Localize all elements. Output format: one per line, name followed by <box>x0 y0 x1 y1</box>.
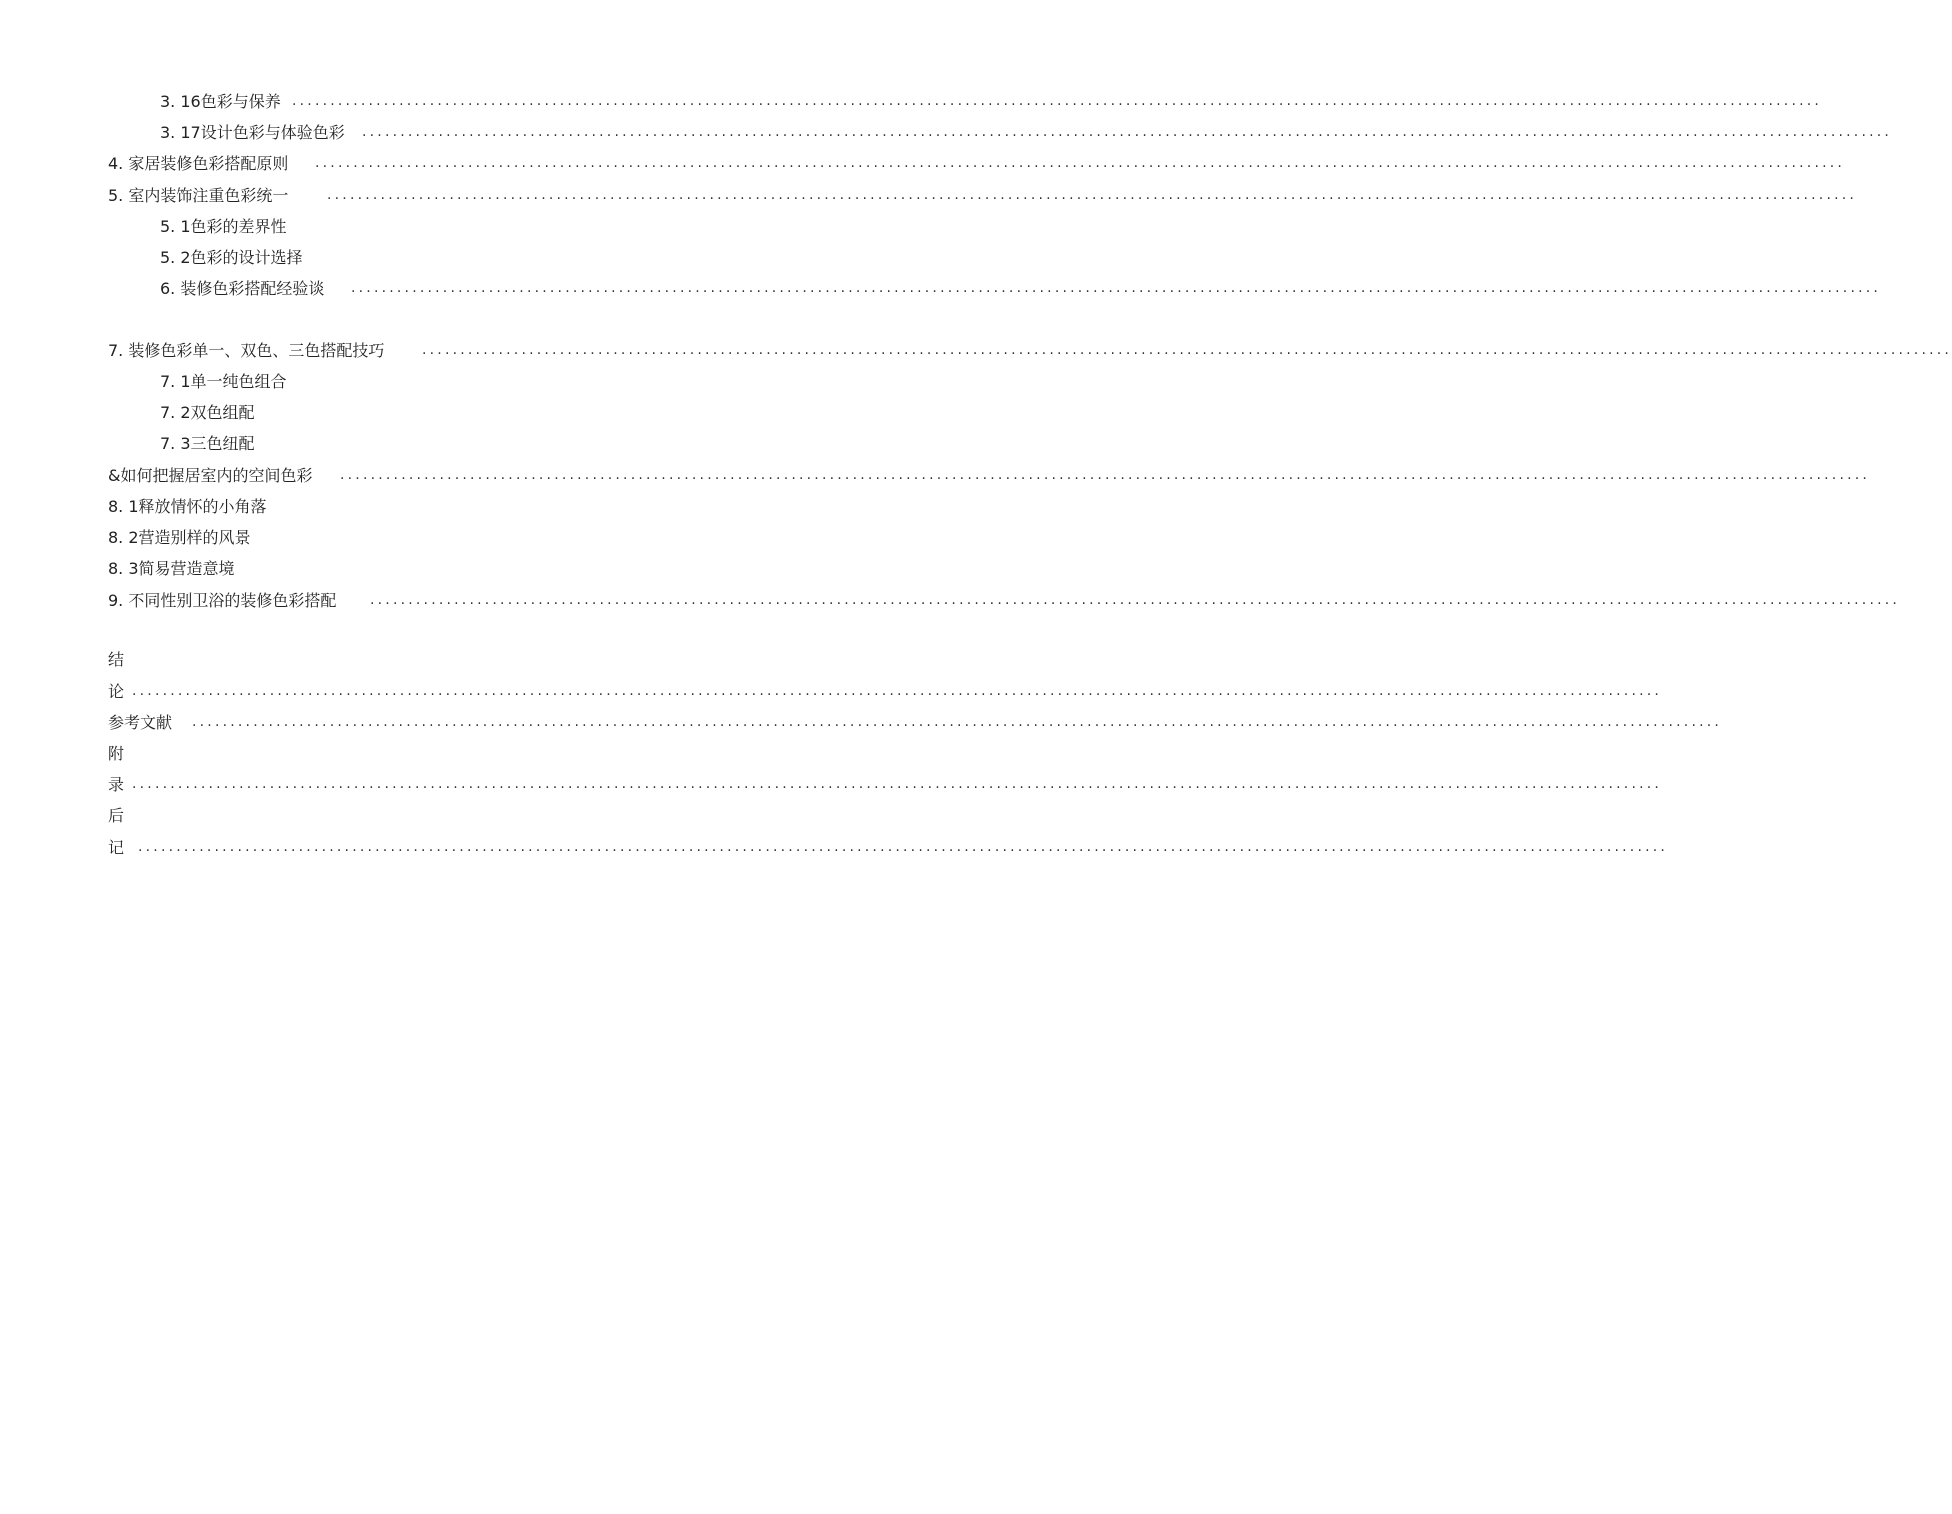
toc-entry-label: 7. 1单一纯色组合 <box>160 372 287 391</box>
toc-entry-label: &如何把握居室内的空间色彩 <box>108 466 313 485</box>
toc-entry-label: 6. 装修色彩搭配经验谈 <box>160 279 325 298</box>
toc-entry <box>0 428 1024 459</box>
toc-entry-label: 8. 3简易营造意境 <box>108 559 235 578</box>
toc-entry-label: 3. 16色彩与保养 <box>160 92 281 111</box>
toc-entry-label: 8. 2营造别样的风景 <box>108 528 251 547</box>
toc-entry-label: 8. 1释放情怀的小角落 <box>108 497 267 516</box>
toc-entry <box>0 832 1669 863</box>
toc-entry <box>0 397 1024 428</box>
toc-leader-dots: ........................................................................................................................................................................................................ <box>327 187 1858 203</box>
toc-leader-dots: ........................................................................................................................................................................................................ <box>132 683 1663 699</box>
toc-entry <box>0 273 1882 304</box>
toc-entry-label: 5. 室内装饰注重色彩统一 <box>108 186 289 205</box>
toc-leader-dots: ........................................................................................................................................................................................................ <box>340 467 1871 483</box>
toc-leader-dots: ........................................................................................................................................................................................................ <box>192 714 1723 730</box>
toc-leader-dots: ........................................................................................................................................................................................................ <box>370 592 1901 608</box>
toc-entry <box>0 585 1901 616</box>
toc-entry <box>0 460 1871 491</box>
toc-entry-label: 5. 2色彩的设计选择 <box>160 248 303 267</box>
toc-entry-label: 5. 1色彩的差界性 <box>160 217 287 236</box>
toc-entry-label: 参考文献 <box>108 713 173 732</box>
toc-entry-label: 论 <box>108 682 125 701</box>
toc-entry <box>0 707 1723 738</box>
toc-entry <box>0 676 1663 707</box>
toc-entry-label: 9. 不同性别卫浴的装修色彩搭配 <box>108 591 337 610</box>
toc-entry-label: 7. 2双色组配 <box>160 403 255 422</box>
toc-entry-label: 记 <box>108 838 125 857</box>
toc-leader-dots: ........................................................................................................................................................................................................ <box>422 342 1952 358</box>
toc-entry <box>0 491 1024 522</box>
toc-entry <box>0 738 1024 769</box>
toc-leader-dots: ........................................................................................................................................................................................................ <box>315 155 1846 171</box>
toc-entry <box>0 117 1893 148</box>
toc-entry <box>0 644 1024 675</box>
toc-entry-label: 7. 装修色彩单一、双色、三色搭配技巧 <box>108 341 385 360</box>
toc-entry <box>0 335 1952 366</box>
toc-entry <box>0 211 1024 242</box>
toc-leader-dots: ........................................................................................................................................................................................................ <box>292 93 1823 109</box>
toc-entry <box>0 148 1846 179</box>
toc-leader-dots: ........................................................................................................................................................................................................ <box>132 776 1663 792</box>
toc-entry-label: 录 <box>108 775 125 794</box>
toc-entry <box>0 522 1024 553</box>
toc-leader-dots: ........................................................................................................................................................................................................ <box>351 280 1882 296</box>
toc-entry-label: 附 <box>108 744 125 763</box>
toc-entry-label: 3. 17设计色彩与体验色彩 <box>160 123 345 142</box>
toc-entry-label: 后 <box>108 806 125 825</box>
toc-entry <box>0 86 1823 117</box>
toc-entry-label: 4. 家居装修色彩搭配原则 <box>108 154 289 173</box>
toc-entry-label: 结 <box>108 650 125 669</box>
toc-entry <box>0 180 1858 211</box>
toc-entry <box>0 769 1663 800</box>
toc-entry-label: 7. 3三色纽配 <box>160 434 255 453</box>
toc-leader-dots: ........................................................................................................................................................................................................ <box>138 839 1669 855</box>
toc-entry <box>0 800 1024 831</box>
toc-entry <box>0 553 1024 584</box>
toc-entry <box>0 366 1024 397</box>
toc-leader-dots: ........................................................................................................................................................................................................ <box>362 124 1893 140</box>
toc-entry <box>0 242 1024 273</box>
